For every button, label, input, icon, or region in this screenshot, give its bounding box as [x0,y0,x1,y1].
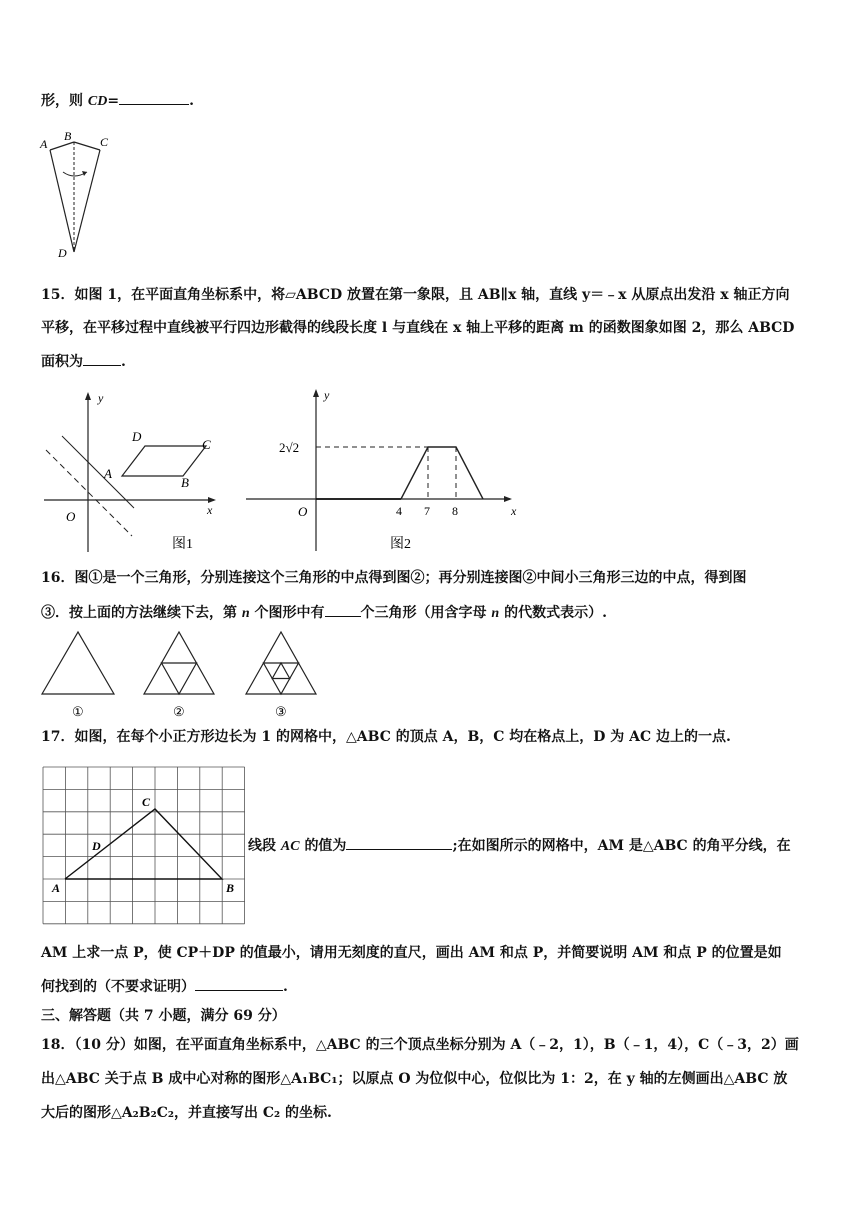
q16-line1: 16．图①是一个三角形，分别连接这个三角形的中点得到图②；再分别连接图②中间小三角形三边的中点，得到图 [41,570,747,586]
q14-fold-figure [36,128,116,263]
q17-line3: AM 上求一点 P，使 CP＋DP 的值最小，请用无刻度的直尺，画出 AM 和点 P，并简要说明 AM 和点 P 的位置是如 [41,945,782,961]
q16-var-n: n [241,606,250,621]
q17-answer-blank-2 [195,976,283,991]
q15-line3-end: . [121,354,126,370]
q14-tail-var: CD [87,94,108,109]
q16-answer-blank [325,602,361,617]
q14-label-d: D [58,246,67,260]
q17-label-a: A [52,881,61,895]
q16-line2-post2: 的代数式表示）. [504,605,607,621]
q14-label-b: B [64,129,72,143]
q17-triangle-abc [65,809,222,879]
q15-fig2-yval: 2√2 [279,440,300,455]
q16-var-n2: n [491,606,500,621]
q16-triangle-3 [246,632,316,694]
q17-label-b: B [226,881,235,895]
q15-line1: 15．如图 1，在平面直角坐标系中，将▱ABCD 放置在第一象限，且 AB∥x 轴，直线 y＝﹣x 从原点出发沿 x 轴正方向 [41,287,790,303]
section-3-heading: 三、解答题（共 7 小题，满分 69 分） [41,1008,286,1024]
q16-caption-3: ③ [275,704,287,719]
q15-fig1-label-b: B [181,475,189,490]
q15-fig2-y-label: y [324,388,330,402]
q17-side-pre: 线段 [248,838,276,854]
q15-fig1-caption: 图1 [172,537,193,552]
q15-fig1-x-label: x [207,503,213,517]
q16-line2-pre: ③．按上面的方法继续下去，第 [41,605,237,621]
q15-fig2-xtick-7: 7 [424,504,430,518]
q15-fig2-origin: O [298,504,308,519]
q17-label-d: D [92,839,101,853]
q17-side-var: AC [280,839,300,854]
q16-caption-1: ① [72,704,84,719]
q15-figure1 [40,390,225,555]
q15-fig2-xtick-8: 8 [452,504,458,518]
q17-answer-blank-1 [346,835,452,850]
q17-line1: 17．如图，在每个小正方形边长为 1 的网格中，△ABC 的顶点 A，B，C 均在格点上，D 为 AC 边上的一点. [41,729,731,745]
q15-fig1-origin: O [66,509,76,524]
q17-side-mid: 的值为 [304,838,347,854]
q17-grid-figure [42,764,252,926]
q17-line4-pre: 何找到的（不要求证明） [41,979,195,995]
q14-tail-line [41,90,194,112]
q16-triangle-1 [42,632,114,694]
q15-fig1-label-a: A [104,466,112,481]
q15-fig2-caption: 图2 [390,537,411,552]
q18-line1: 18．（10 分）如图，在平面直角坐标系中，△ABC 的三个顶点坐标分别为 A（﹣2，1），B（﹣1，4），C（﹣3，2）画 [41,1037,799,1053]
q16-line2 [41,602,607,624]
q14-tail-end: . [189,93,194,109]
q18-line3: 大后的图形△A₂B₂C₂，并直接写出 C₂ 的坐标. [41,1105,332,1121]
q14-tail-pre: 形，则 [41,93,83,109]
q15-fig2-x-label: x [511,504,517,518]
q15-fig2-xtick-4: 4 [396,504,402,518]
q14-label-c: C [100,135,109,149]
q14-answer-blank [119,90,189,105]
q17-line4-end: . [283,979,288,995]
q16-line2-post1: 个三角形（用含字母 [360,605,487,621]
q18-line2: 出△ABC 关于点 B 成中心对称的图形△A₁BC₁；以原点 O 为位似中心，位似比为 1：2，在 y 轴的左侧画出△ABC 放 [41,1071,788,1087]
q17-side-line [248,835,791,857]
q14-label-a: A [40,137,48,151]
q15-fig1-label-d: D [132,429,142,444]
q16-triangle-2 [144,632,214,694]
q16-triangles [38,630,323,722]
q15-line3 [41,351,126,372]
q16-line2-mid: 个图形中有 [254,605,325,621]
q17-line4 [41,976,288,997]
q15-fig1-label-c: C [202,437,211,452]
q15-line3-pre: 面积为 [41,354,83,370]
q15-fig1-y-label: y [98,391,104,405]
q15-figure2 [244,385,529,555]
q16-caption-2: ② [173,704,185,719]
q14-tail-eq: = [107,93,120,109]
q15-answer-blank [83,351,121,366]
q17-grid [43,767,245,924]
q17-label-c: C [142,795,151,809]
q17-side-post: ;在如图所示的网格中，AM 是△ABC 的角平分线，在 [452,838,791,854]
q15-line2: 平移，在平移过程中直线被平行四边形截得的线段长度 l 与直线在 x 轴上平移的距离 m 的函数图象如图 2，那么 ABCD [41,320,795,336]
